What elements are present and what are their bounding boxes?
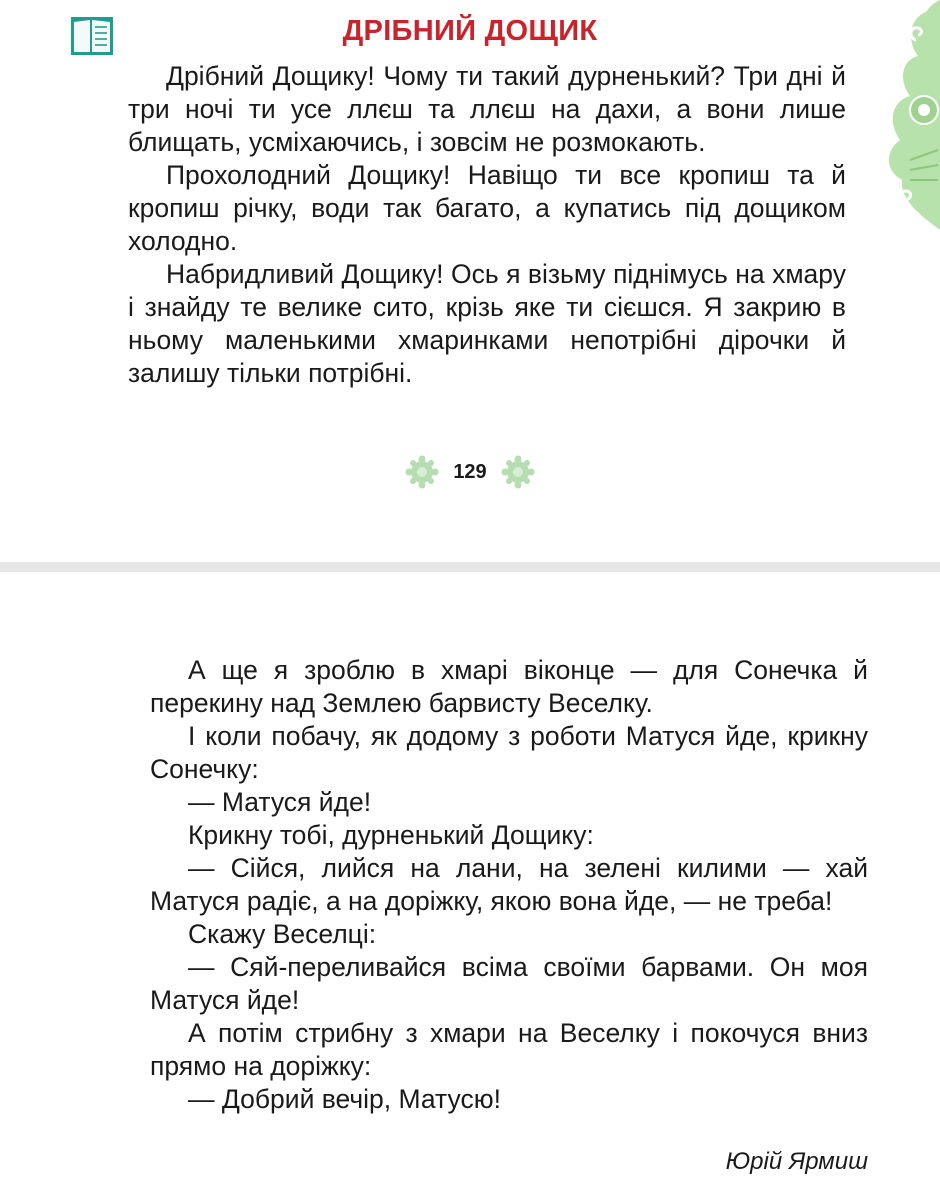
page-number-footer [0,452,940,492]
paragraph: Прохолодний Дощику! Навіщо ти все кропиш та й кропиш річку, води так багато, а купатись під дощиком холодно. [128,160,846,256]
page-129 [0,0,940,562]
paragraph: — Матуся йде! [188,787,372,817]
story-title: ДРІБНИЙ ДОЩИК [342,15,598,47]
page-separator [0,562,940,572]
paragraph: — Сійся, лийся на лани, на зелені килими — хай Матуся радіє, а на доріжку, якою вона йде, — не треба! [150,853,868,916]
story-text-top [128,60,846,390]
paragraph: А ще я зроблю в хмарі віконце — для Сонечка й перекину над Землею барвисту Веселку. [150,655,868,718]
flower-ornament-icon [405,455,439,489]
leaf-ornament-icon [880,0,940,230]
flower-ornament-icon [501,455,535,489]
paragraph: — Сяй-переливайся всіма своїми барвами. Он моя Матуся йде! [150,952,868,1015]
paragraph: — Добрий вечір, Матусю! [188,1084,501,1114]
paragraph: Скажу Веселці: [188,919,377,949]
paragraph: Набридливий Дощику! Ось я візьму піднімусь на хмару і знайду те велике сито, крізь яке ти сієшся. Я закрию в ньому маленькими хмаринками непотрібні дірочки й залишу тільки потрібні. [128,259,846,388]
author-name: Юрій Ярмиш [725,1148,868,1175]
page-130 [0,572,940,1181]
paragraph: А потім стрибну з хмари на Веселку і покочуся вниз прямо на доріжку: [150,1018,868,1081]
page-number: 129 [453,460,487,483]
paragraph: І коли побачу, як додому з роботи Матуся йде, крикну Сонечку: [150,721,868,784]
paragraph: Дрібний Дощику! Чому ти такий дурненький? Три дні й три ночі ти усе ллєш та ллєш на дахи, а вони лише блищать, усміхаючись, і зовсім не розмокають. [128,61,846,157]
story-text-bottom [150,654,868,1116]
paragraph: Крикну тобі, дурненький Дощику: [188,820,594,850]
